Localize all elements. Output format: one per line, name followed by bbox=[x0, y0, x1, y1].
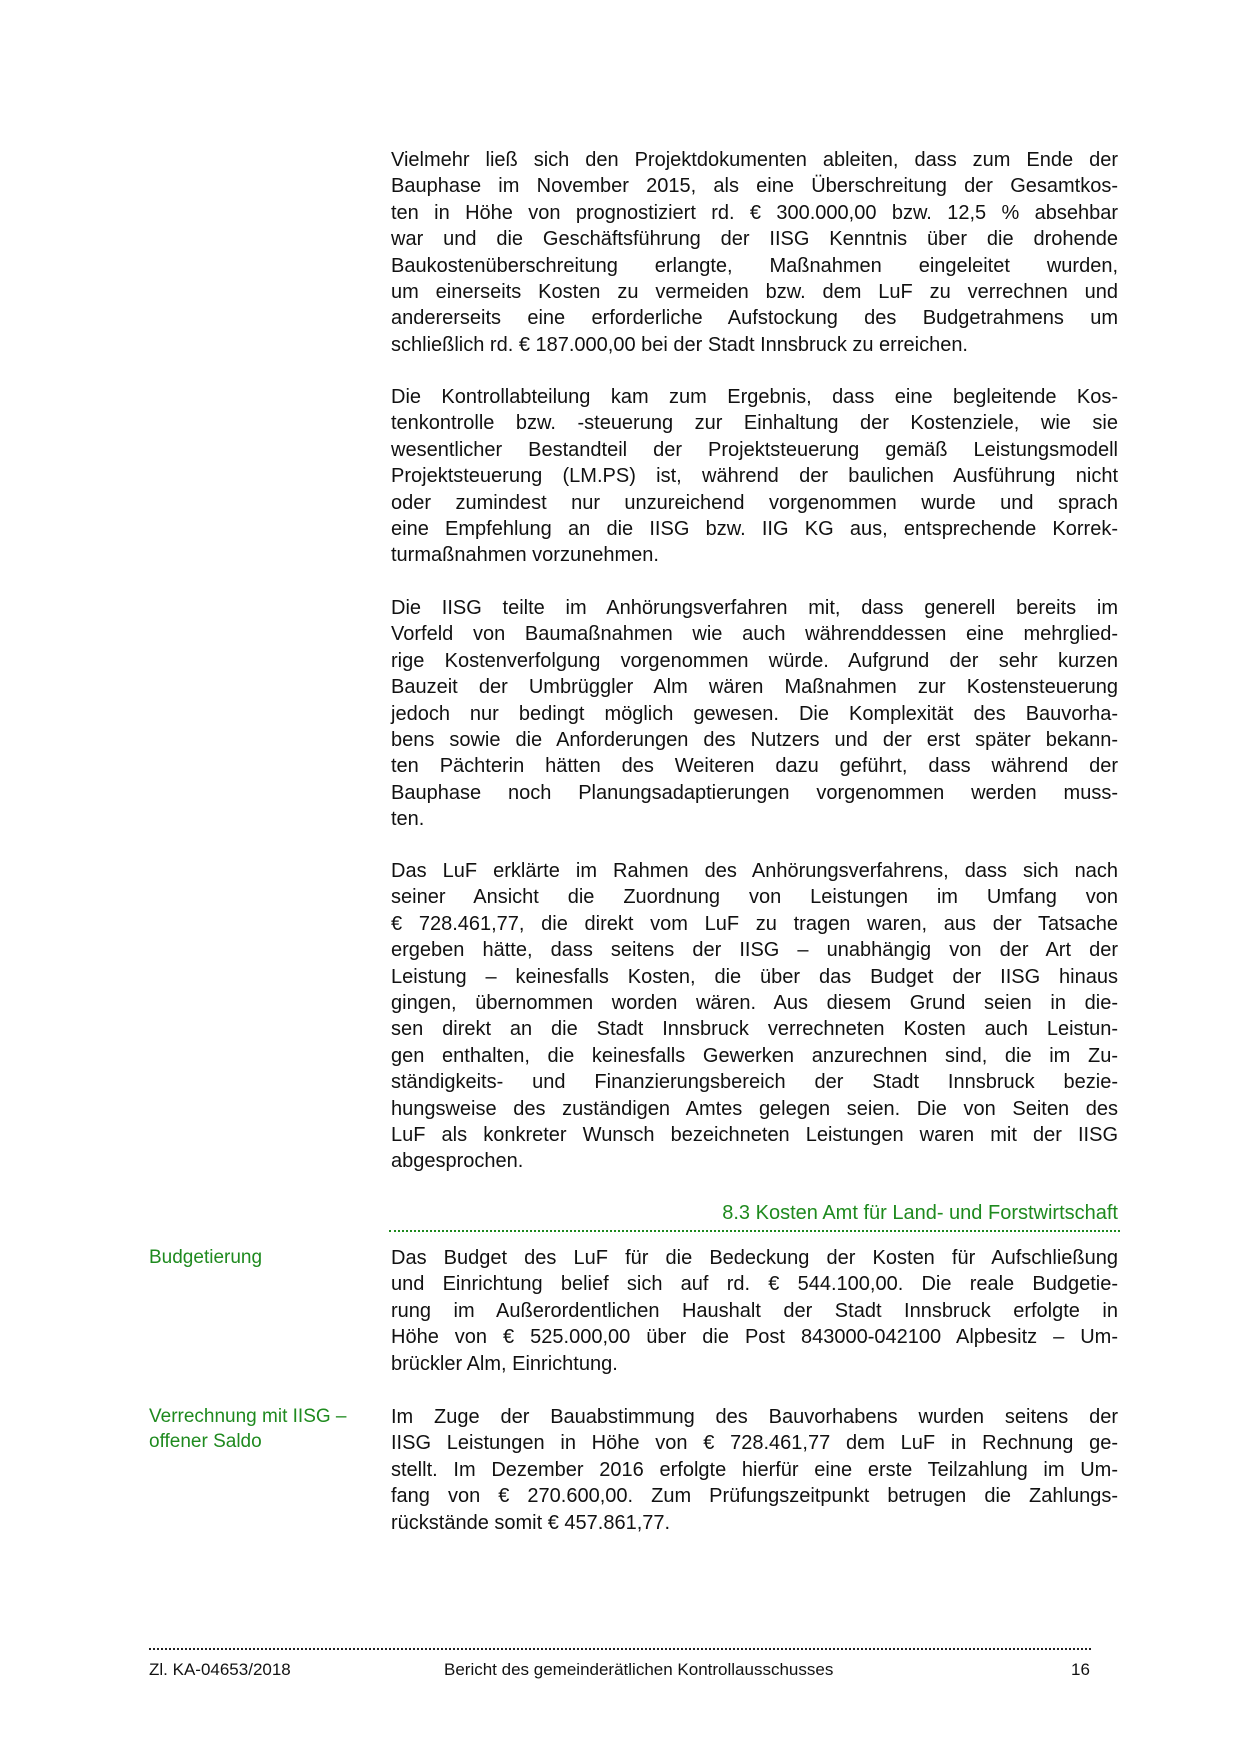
text-line: € 728.461,77, die direkt vom LuF zu tragen waren, aus der Tatsache bbox=[391, 912, 1118, 935]
text-line: ten Pächterin hätten des Weiteren dazu geführt, dass während der bbox=[391, 755, 1118, 778]
text-line: ten in Höhe von prognostiziert rd. € 300.000,00 bzw. 12,5 % absehbar bbox=[391, 201, 1118, 224]
page-number: 16 bbox=[1071, 1660, 1090, 1679]
text-line: Das LuF erklärte im Rahmen des Anhörungsverfahrens, dass sich nach bbox=[391, 860, 1118, 882]
section-divider bbox=[389, 1230, 1120, 1232]
text-line: LuF als konkreter Wunsch bezeichneten Leistungen waren mit der IISG bbox=[391, 1123, 1118, 1146]
text-line: tenkontrolle bzw. -steuerung zur Einhaltung der Kostenziele, wie sie bbox=[391, 412, 1118, 435]
text-line: Vorfeld von Baumaßnahmen wie auch währenddessen eine mehrglied- bbox=[391, 623, 1118, 646]
paragraph-2 bbox=[391, 384, 1118, 569]
text-line: Im Zuge der Bauabstimmung des Bauvorhabens wurden seitens der bbox=[391, 1406, 1118, 1428]
text-line: jedoch nur bedingt möglich gewesen. Die Komplexität des Bauvorha- bbox=[391, 702, 1118, 725]
paragraph-verrechnung bbox=[391, 1404, 1118, 1536]
text-line: Das Budget des LuF für die Bedeckung der Kosten für Aufschließung bbox=[391, 1247, 1118, 1269]
text-line: abgesprochen. bbox=[391, 1150, 524, 1173]
section-heading: 8.3 Kosten Amt für Land- und Forstwirtschaft bbox=[722, 1202, 1118, 1224]
text-line: rung im Außerordentlichen Haushalt der Stadt Innsbruck erfolgte in bbox=[391, 1299, 1118, 1322]
paragraph-budgetierung bbox=[391, 1245, 1118, 1377]
text-line: um einerseits Kosten zu vermeiden bzw. dem LuF zu verrechnen und bbox=[391, 280, 1118, 303]
text-line: rückstände somit € 457.861,77. bbox=[391, 1511, 671, 1534]
text-line: gen enthalten, die keinesfalls Gewerken anzurechnen sind, die im Zu- bbox=[391, 1044, 1118, 1067]
footer-reference: Zl. KA-04653/2018 bbox=[149, 1660, 291, 1679]
text-line: ständigkeits- und Finanzierungsbereich der Stadt Innsbruck bezie- bbox=[391, 1071, 1118, 1094]
text-line: Die Kontrollabteilung kam zum Ergebnis, dass eine begleitende Kos- bbox=[391, 386, 1118, 408]
text-line: Leistung – keinesfalls Kosten, die über das Budget der IISG hinaus bbox=[391, 965, 1118, 988]
margin-label-verrechnung: Verrechnung mit IISG – offener Saldo bbox=[149, 1406, 347, 1452]
text-line: gingen, übernommen worden wären. Aus diesem Grund seien in die- bbox=[391, 991, 1118, 1014]
footer-divider bbox=[149, 1648, 1091, 1650]
text-line: bens sowie die Anforderungen des Nutzers und der erst später bekann- bbox=[391, 728, 1118, 751]
text-line: Projektsteuerung (LM.PS) ist, während der baulichen Ausführung nicht bbox=[391, 465, 1118, 488]
paragraph-3 bbox=[391, 595, 1118, 833]
text-line: eine Empfehlung an die IISG bzw. IIG KG aus, entsprechende Korrek- bbox=[391, 517, 1118, 540]
text-line: oder zumindest nur unzureichend vorgenommen wurde und sprach bbox=[391, 491, 1118, 514]
paragraph-4 bbox=[391, 858, 1118, 1175]
text-line: stellt. Im Dezember 2016 erfolgte hierfür eine erste Teilzahlung im Um- bbox=[391, 1458, 1118, 1481]
text-line: Bauzeit der Umbrüggler Alm wären Maßnahmen zur Kostensteuerung bbox=[391, 676, 1118, 699]
text-line: fang von € 270.600,00. Zum Prüfungszeitpunkt betrugen die Zahlungs- bbox=[391, 1485, 1118, 1508]
margin-label-budgetierung: Budgetierung bbox=[149, 1247, 263, 1268]
text-line: Baukostenüberschreitung erlangte, Maßnahmen eingeleitet wurden, bbox=[391, 254, 1118, 277]
text-line: und Einrichtung belief sich auf rd. € 544.100,00. Die reale Budgetie- bbox=[391, 1273, 1118, 1296]
paragraph-1 bbox=[391, 147, 1118, 358]
text-line: Höhe von € 525.000,00 über die Post 843000-042100 Alpbesitz – Um- bbox=[391, 1326, 1118, 1349]
text-line: seiner Ansicht die Zuordnung von Leistungen im Umfang von bbox=[391, 886, 1118, 909]
text-line: IISG Leistungen in Höhe von € 728.461,77 dem LuF in Rechnung ge- bbox=[391, 1432, 1118, 1455]
text-line: ergeben hätte, dass seitens der IISG – unabhängig von der Art der bbox=[391, 939, 1118, 962]
text-line: Bauphase im November 2015, als eine Überschreitung der Gesamtkos- bbox=[391, 175, 1118, 198]
text-line: turmaßnahmen vorzunehmen. bbox=[391, 544, 659, 567]
text-line: ten. bbox=[391, 808, 425, 831]
text-line: Die IISG teilte im Anhörungsverfahren mit, dass generell bereits im bbox=[391, 597, 1118, 619]
text-line: Bauphase noch Planungsadaptierungen vorgenommen werden muss- bbox=[391, 781, 1118, 804]
text-line: wesentlicher Bestandteil der Projektsteuerung gemäß Leistungsmodell bbox=[391, 438, 1118, 461]
text-line: rige Kostenverfolgung vorgenommen würde. Aufgrund der sehr kurzen bbox=[391, 649, 1118, 672]
text-line: schließlich rd. € 187.000,00 bei der Stadt Innsbruck zu erreichen. bbox=[391, 333, 968, 356]
text-line: sen direkt an die Stadt Innsbruck verrechneten Kosten auch Leistun- bbox=[391, 1018, 1118, 1041]
footer-title: Bericht des gemeinderätlichen Kontrollausschusses bbox=[444, 1660, 834, 1679]
text-line: war und die Geschäftsführung der IISG Kenntnis über die drohende bbox=[391, 228, 1118, 251]
text-line: hungsweise des zuständigen Amtes gelegen seien. Die von Seiten des bbox=[391, 1097, 1118, 1120]
text-line: Vielmehr ließ sich den Projektdokumenten ableiten, dass zum Ende der bbox=[391, 149, 1118, 171]
text-line: brückler Alm, Einrichtung. bbox=[391, 1352, 618, 1375]
text-line: andererseits eine erforderliche Aufstockung des Budgetrahmens um bbox=[391, 307, 1118, 330]
